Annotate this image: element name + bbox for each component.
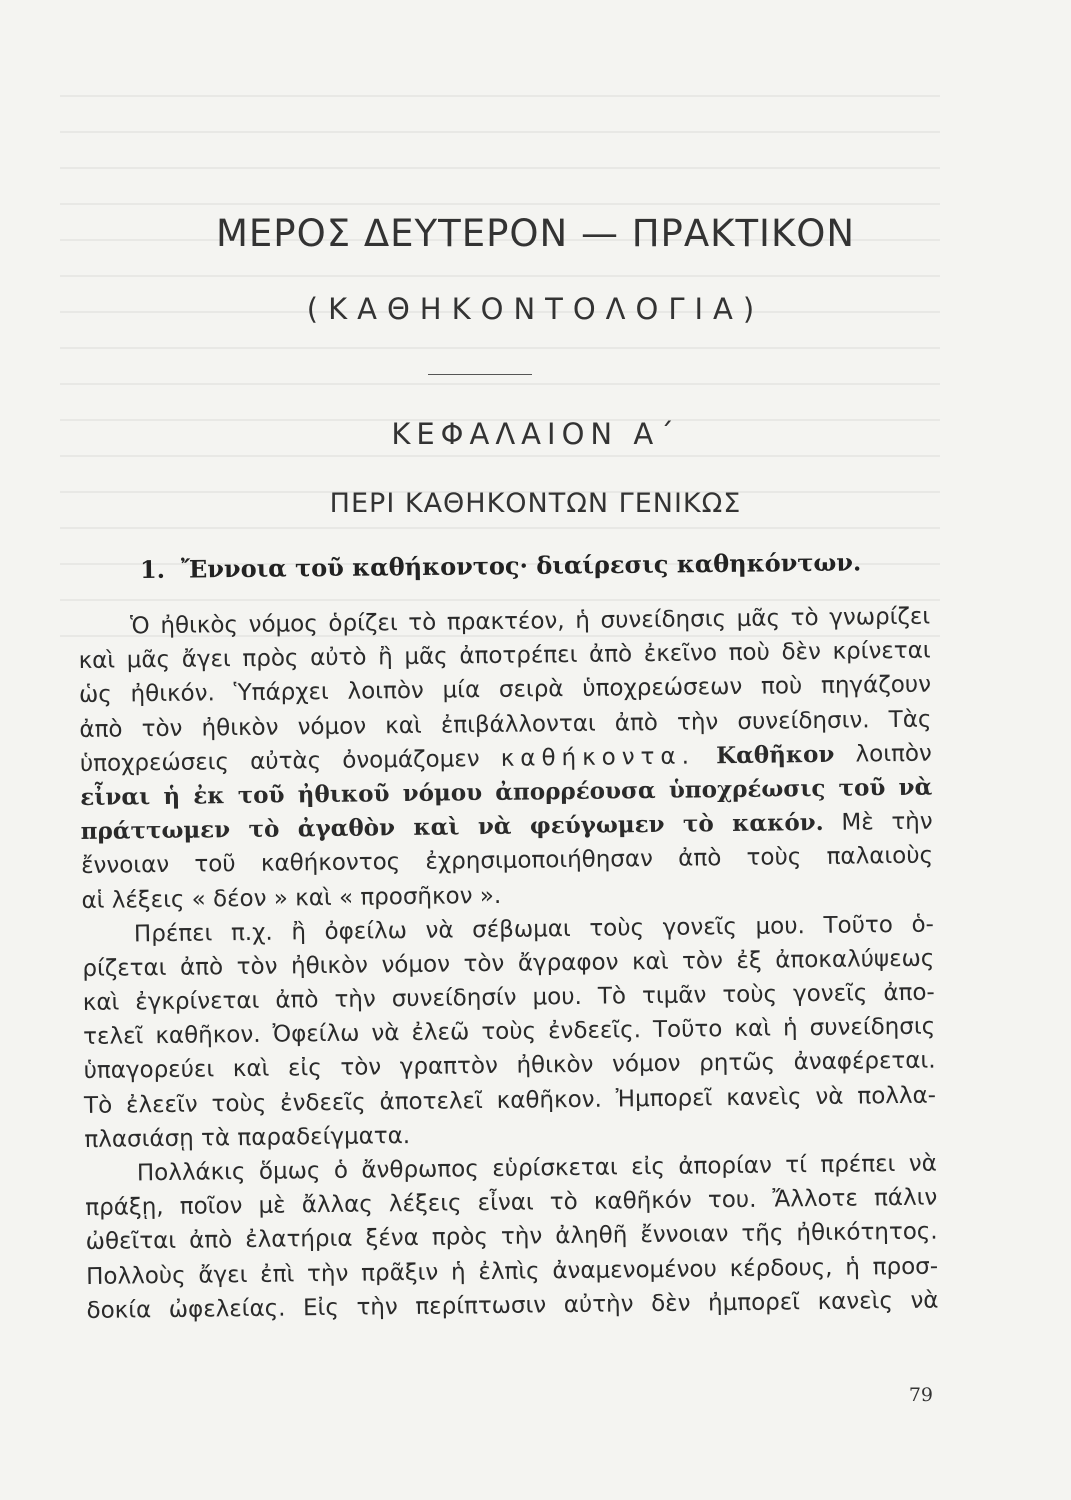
definition-line: εἶναι ἡ ἐκ τοῦ ἠθικοῦ νόμου ἀπορρέουσα ὑποχρέωσις τοῦ νὰ	[80, 773, 933, 811]
text-line: πράξῃ, ποῖον μὲ ἄλλας λέξεις εἶναι τὸ καθῆκόν του. Ἄλλοτε πάλιν	[85, 1184, 938, 1222]
text-line: αἱ λέξεις « δέον » καὶ « προσῆκον ».	[81, 882, 502, 914]
page-number: 79	[908, 1384, 933, 1406]
text-line: δοκία ὠφελείας. Εἰς τὴν περίπτωσιν αὐτὴν δὲν ἠμπορεῖ κανεὶς νὰ	[86, 1287, 939, 1324]
section-heading-text: Ἔννοια τοῦ καθήκοντος· διαίρεσις καθηκόντων.	[180, 547, 862, 584]
text-line: τελεῖ καθῆκον. Ὀφείλω νὰ ἐλεῶ τοὺς ἐνδεεῖς. Τοῦτο καὶ ἡ συνείδησις	[83, 1013, 936, 1051]
part-subtitle: (ΚΑΘΗΚΟΝΤΟΛΟΓΙΑ)	[306, 292, 765, 326]
text-line: Πολλάκις ὅμως ὁ ἄνθρωπος εὑρίσκεται εἰς ἀπορίαν τί πρέπει νὰ	[136, 1150, 937, 1187]
emphasized-term: καθήκοντα.	[500, 743, 696, 772]
section-number: 1.	[139, 554, 166, 584]
text-fragment: ὑποχρεώσεις αὐτὰς ὀνομάζομεν	[79, 745, 480, 777]
text-line: πλασιάσῃ τὰ παραδείγματα.	[84, 1122, 411, 1153]
text-line: Ὁ ἠθικὸς νόμος ὁρίζει τὸ πρακτέον, ἡ συνείδησις μᾶς τὸ γνωρίζει	[130, 603, 931, 640]
part-title: ΜΕΡΟΣ ΔΕΥΤΕΡΟΝ — ΠΡΑΚΤΙΚΟΝ	[215, 212, 856, 255]
text-line: Πολλοὺς ἄγει ἐπὶ τὴν πρᾶξιν ἡ ἐλπὶς ἀναμενομένου κέρδους, ἡ προσ-	[85, 1253, 939, 1290]
text-line: ἀπὸ τὸν ἠθικὸν νόμον καὶ ἐπιβάλλονται ἀπὸ τὴν συνείδησιν. Τὰς	[79, 706, 932, 743]
text-line: ὠθεῖται ἀπὸ ἐλατήρια ξένα πρὸς τὴν ἀληθῆ ἔννοιαν τῆς ἠθικότητος.	[85, 1218, 938, 1256]
text-fragment: Μὲ τὴν	[841, 808, 933, 836]
text-line: καὶ μᾶς ἄγει πρὸς αὐτὸ ἢ μᾶς ἀποτρέπει ἀπὸ ἐκεῖνο ποὺ δὲν κρίνεται	[78, 637, 931, 675]
text-line: ἔννοιαν τοῦ καθήκοντος ἐχρησιμοποιήθησαν ἀπὸ τοὺς παλαιοὺς	[80, 842, 934, 880]
section-heading	[140, 547, 900, 584]
bold-term: Καθῆκον	[715, 740, 835, 769]
definition-fragment: πράττωμεν τὸ ἀγαθὸν καὶ νὰ φεύγωμεν τὸ κακόν.	[80, 809, 824, 846]
body-text	[78, 600, 939, 1328]
chapter-title: ΚΕΦΑΛΑΙΟΝ Α΄	[391, 417, 680, 451]
chapter-subtitle: ΠΕΡΙ ΚΑΘΗΚΟΝΤΩΝ ΓΕΝΙΚΩΣ	[329, 488, 742, 519]
divider-rule	[428, 374, 532, 375]
text-line: ὑπαγορεύει καὶ εἰς τὸν γραπτὸν ἠθικὸν νόμον ρητῶς ἀναφέρεται.	[83, 1047, 936, 1085]
text-line: ρίζεται ἀπὸ τὸν ἠθικὸν νόμον τὸν ἄγραφον καὶ τὸν ἐξ ἀποκαλύψεως	[82, 945, 935, 982]
text-line: Πρέπει π.χ. ἢ ὀφείλω νὰ σέβωμαι τοὺς γονεῖς μου. Τοῦτο ὁ-	[133, 911, 935, 948]
text-line: καὶ ἐγκρίνεται ἀπὸ τὴν συνείδησίν μου. Τὸ τιμᾶν τοὺς γονεῖς ἀπο-	[82, 979, 935, 1017]
text-line: ὡς ἠθικόν. Ὑπάρχει λοιπὸν μία σειρὰ ὑποχρεώσεων ποὺ πηγάζουν	[78, 671, 932, 709]
text-line: Τὸ ἐλεεῖν τοὺς ἐνδεεῖς ἀποτελεῖ καθῆκον. Ἠμπορεῖ κανεὶς νὰ πολλα-	[83, 1082, 937, 1119]
text-fragment: λοιπὸν	[855, 740, 932, 768]
